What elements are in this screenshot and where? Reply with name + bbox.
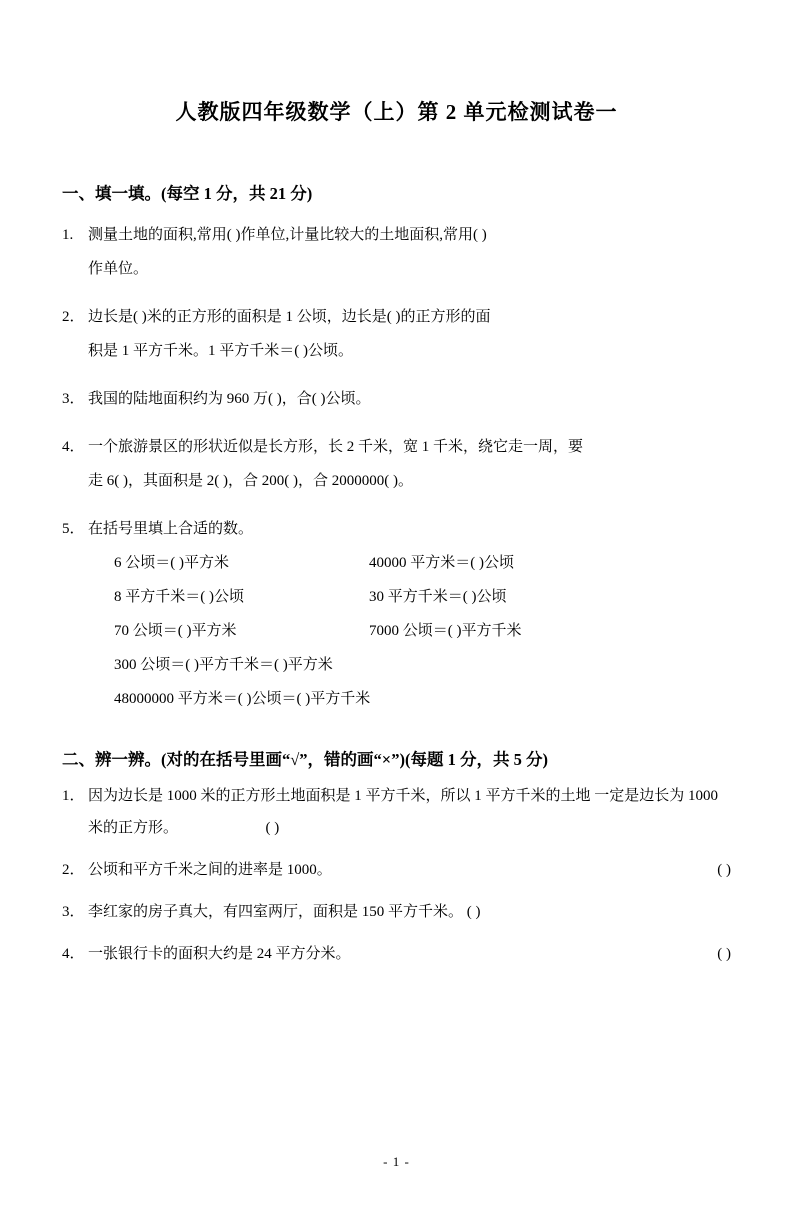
truefalse-item [62,938,731,970]
item-text [88,938,731,970]
question-text [88,382,731,416]
item-text [88,896,731,928]
conversion-right: 40000 平方米＝( )公顷 [369,555,514,571]
truefalse-item [62,896,731,928]
conversion-row [62,648,731,682]
question-number: 5． [62,521,85,537]
conversion-right: 7000 公顷＝( )平方千米 [369,623,522,639]
question-line-1: 测量土地的面积,常用( )作单位,计量比较大的土地面积,常用( ) [88,227,487,243]
section-heading-fill-in-blanks: 一、填一填。(每空 1 分，共 21 分) [62,184,313,203]
item-line-1: 一张银行卡的面积大约是 24 平方分米。 [88,946,351,962]
question-number: 4． [62,439,85,455]
question-item [62,300,731,368]
conversion-left: 70 公顷＝( )平方米 [114,623,237,639]
question-line-1: 一个旅游景区的形状近似是长方形，长 2 千米，宽 1 千米，绕它走一周，要 [88,439,584,455]
question-number: 2． [62,309,85,325]
question-text [88,300,731,368]
conversion-right [333,648,731,682]
question-item [62,512,731,546]
conversion-right: 30 平方千米＝( )公顷 [369,589,507,605]
question-number: 1. [62,227,74,243]
conversion-right [370,682,731,716]
truefalse-item [62,854,731,886]
item-number: 1． [62,788,85,804]
question-number: 3． [62,391,85,407]
question-item [62,382,731,416]
question-text [88,218,731,286]
item-line-1: 李红家的房子真大，有四室两厅，面积是 150 平方千米。 [88,904,464,920]
question-item [62,430,731,498]
item-text [88,854,731,886]
item-line-1: 因为边长是 1000 米的正方形土地面积是 1 平方千米，所以 1 平方千米的土地 [88,788,591,804]
conversion-row [62,682,731,716]
question-item [62,218,731,286]
section-heading-true-false: 二、辨一辨。(对的在括号里画“√”，错的画“×”)(每题 1 分，共 5 分) [62,750,548,769]
question-text [88,430,731,498]
conversion-row [62,580,731,614]
answer-bracket[interactable]: ( ) [265,820,280,836]
conversion-left: 300 公顷＝( )平方千米＝( )平方米 [114,657,333,673]
conversion-row [62,614,731,648]
item-number: 2． [62,862,85,878]
conversion-left: 6 公顷＝( )平方米 [114,555,229,571]
item-line-1: 公顷和平方千米之间的进率是 1000。 [88,862,332,878]
question-line-1: 在括号里填上合适的数。 [88,521,254,537]
exam-paper-page [0,96,793,1218]
question-line-2: 积是 1 平方千米。1 平方千米＝( )公顷。 [88,343,353,359]
page-number: - 1 - [383,1154,410,1169]
conversion-left: 48000000 平方米＝( )公顷＝( )平方千米 [114,691,371,707]
item-text [88,780,731,844]
answer-bracket[interactable]: ( ) [717,862,731,878]
item-number: 3． [62,904,85,920]
item-number: 4． [62,946,85,962]
page-title: 人教版四年级数学（上）第 2 单元检测试卷一 [175,100,618,124]
question-line-2: 作单位。 [88,261,149,277]
question-text [88,512,731,546]
item-line-2-text: 一定是边长为 1000 米的正方形。 [88,788,719,836]
conversion-left: 8 平方千米＝( )公顷 [114,589,244,605]
answer-bracket[interactable]: ( ) [717,946,731,962]
conversion-row [62,546,731,580]
question-line-1: 边长是( )米的正方形的面积是 1 公顷，边长是( )的正方形的面 [88,309,491,325]
question-line-1: 我国的陆地面积约为 960 万( )，合( )公顷。 [88,391,371,407]
question-line-2: 走 6( )，其面积是 2( )，合 200( )，合 2000000( )。 [88,473,413,489]
answer-bracket[interactable]: ( ) [466,904,481,920]
truefalse-item [62,780,731,844]
